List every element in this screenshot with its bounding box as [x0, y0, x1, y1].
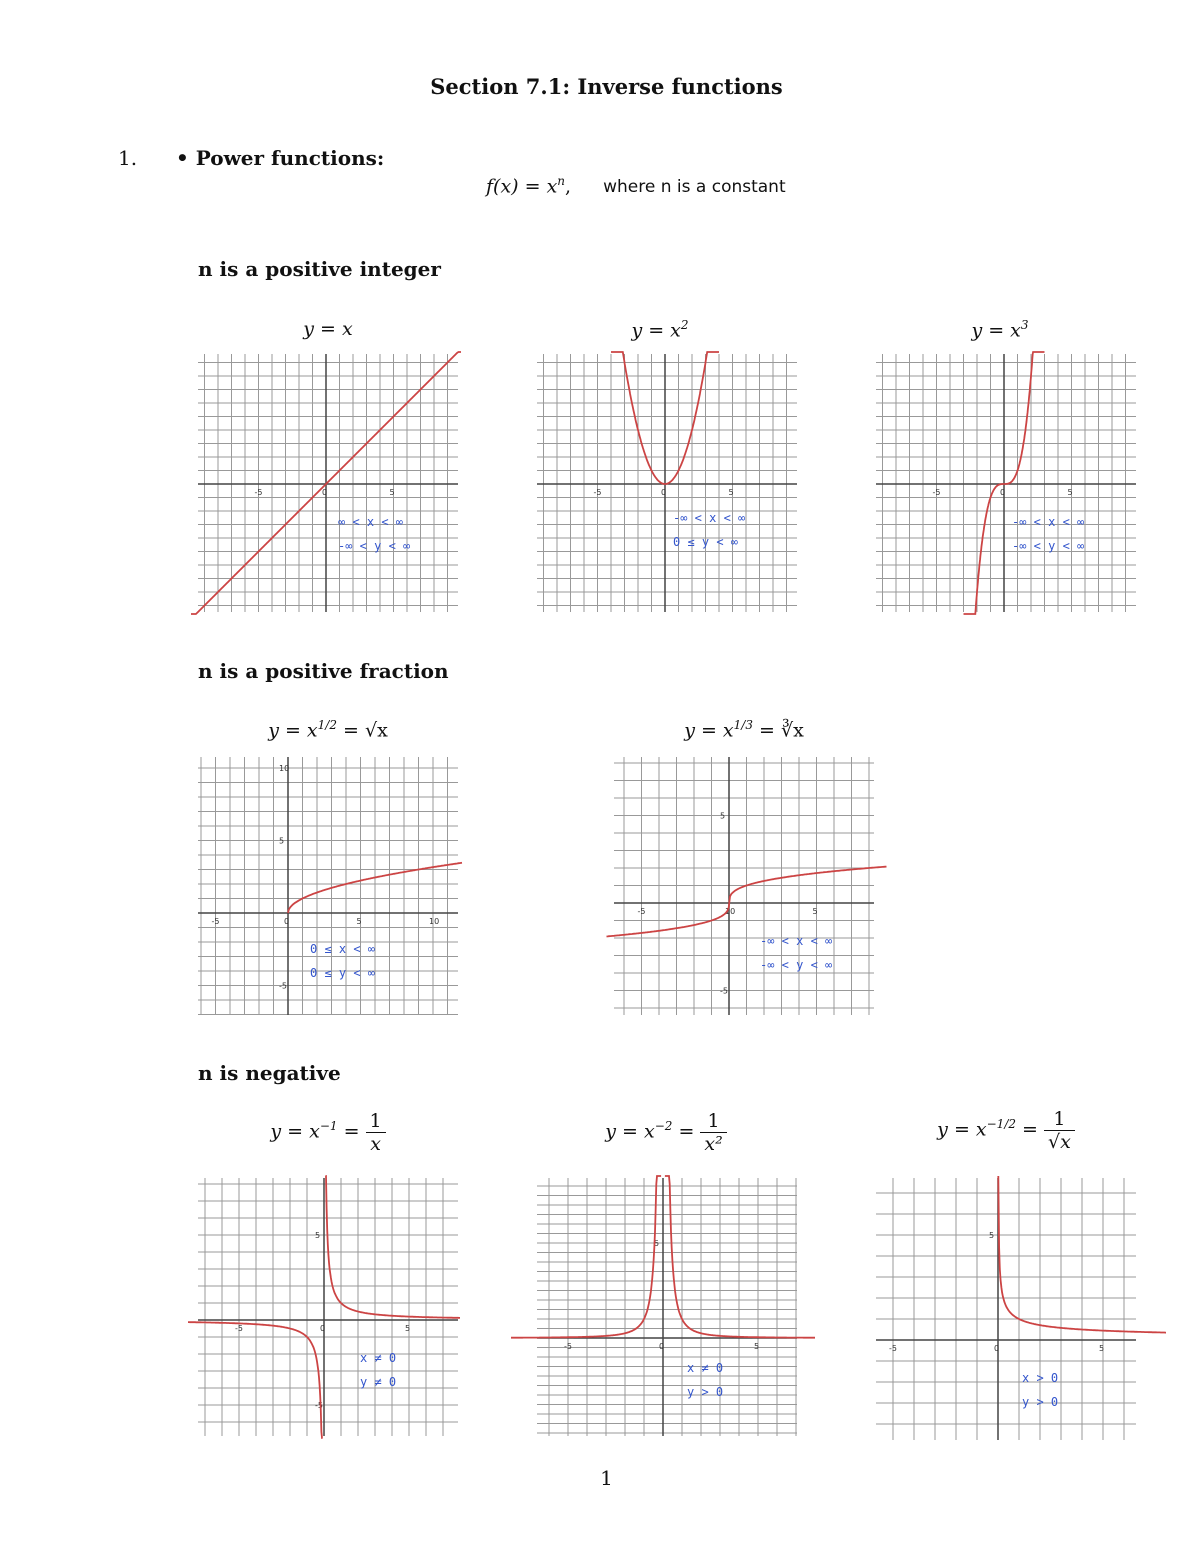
graph-label-cbrt: $y = x^{1/3}$ = ∛x [684, 718, 804, 742]
page-title: Section 7.1: Inverse functions [430, 74, 783, 99]
x-tick-label: 0 [661, 488, 667, 497]
function-curve [511, 1176, 661, 1338]
x-tick-label: -5 [235, 1324, 243, 1333]
x-tick-label: 5 [1099, 1344, 1105, 1353]
y-tick-label: 5 [989, 1231, 995, 1240]
x-tick-label: 0 [994, 1344, 1000, 1353]
x-tick-label: -5 [637, 907, 646, 916]
x-tick-label: 0 [1000, 488, 1006, 497]
graph-label-reciprocal: $y = x^{-1}$ = $\frac{1}{x}$ [178, 1110, 478, 1155]
formula-exponent: n [557, 174, 566, 188]
power-function-formula [486, 174, 786, 197]
domain-range-note: x > 0 [1022, 1371, 1059, 1385]
x-tick-label: 5 [356, 917, 362, 926]
graph-label-linear: y = x [303, 318, 353, 340]
x-tick-label: -5 [932, 488, 941, 497]
domain-range-note: y ≠ 0 [360, 1375, 397, 1389]
domain-range-note: -∞ < x < ∞ [760, 934, 833, 948]
graph-inverse-square [537, 1178, 797, 1436]
x-tick-label: -5 [211, 917, 220, 926]
domain-range-note: x ≠ 0 [360, 1351, 397, 1365]
domain-range-note: y > 0 [1022, 1395, 1059, 1409]
x-tick-label: 0 [322, 488, 328, 497]
graph-cube [876, 354, 1136, 612]
x-tick-label: -5 [564, 1342, 572, 1351]
x-tick-label: -5 [593, 488, 602, 497]
graph-cbrt [614, 757, 874, 1015]
x-tick-label: -5 [254, 488, 263, 497]
function-curve [188, 1322, 326, 1438]
item-number: 1. [118, 146, 138, 170]
graph-square [537, 354, 797, 612]
graph-inverse-sqrt [876, 1178, 1136, 1440]
domain-range-note: -∞ < y < ∞ [760, 958, 833, 972]
x-tick-label: 5 [812, 907, 818, 916]
x-tick-label: 0 [320, 1324, 326, 1333]
page-number: 1 [600, 1466, 613, 1490]
domain-range-note: -∞ < y < ∞ [338, 539, 411, 553]
function-curve [325, 1176, 460, 1318]
x-tick-label: 5 [389, 488, 395, 497]
graph-label-inverse-sqrt: $y = x^{-1/2}$ = $\frac{1}{√x}$ [856, 1108, 1156, 1153]
domain-range-note: -∞ < x < ∞ [1012, 515, 1085, 529]
x-tick-label: 5 [728, 488, 734, 497]
section-negative: n is negative [198, 1061, 341, 1085]
bullet-heading: • Power functions: [176, 146, 385, 170]
domain-range-note: 0 ≤ y < ∞ [673, 535, 739, 549]
y-tick-label: -5 [315, 1401, 323, 1410]
formula-comma: , [565, 175, 572, 198]
domain-range-note: 0 ≤ x < ∞ [310, 942, 376, 956]
y-tick-label: 5 [279, 836, 285, 846]
graph-linear [198, 354, 458, 612]
x-tick-label: 10 [429, 917, 440, 926]
x-tick-label: 0 [284, 917, 290, 926]
domain-range-note: ∞ < x < ∞ [338, 515, 404, 529]
domain-range-note: -∞ < x < ∞ [673, 511, 746, 525]
x-tick-label: -5 [889, 1344, 897, 1353]
x-tick-label: 0 [659, 1342, 665, 1351]
graph-sqrt [198, 757, 458, 1015]
y-tick-label: -5 [279, 981, 287, 991]
graph-label-cube: $y = x^3$ [971, 318, 1029, 342]
y-tick-label: 10 [279, 764, 290, 773]
function-curve [665, 1176, 815, 1338]
graph-label-square: $y = x^2$ [631, 318, 689, 342]
formula-where: where n is a constant [603, 177, 786, 198]
domain-range-note: x ≠ 0 [687, 1361, 724, 1375]
graph-label-sqrt: $y = x^{1/2} = √x$ [268, 718, 388, 742]
y-tick-label: -5 [720, 986, 728, 996]
x-tick-label: 5 [405, 1324, 411, 1333]
domain-range-note: y > 0 [687, 1385, 724, 1399]
graph-reciprocal [198, 1178, 458, 1436]
formula-lhs: f(x) = x [486, 175, 558, 198]
domain-range-note: 0 ≤ y < ∞ [310, 966, 376, 980]
x-tick-label: 5 [754, 1342, 760, 1351]
y-tick-label: 5 [315, 1231, 321, 1240]
section-positive-fraction: n is a positive fraction [198, 659, 449, 683]
domain-range-note: -∞ < y < ∞ [1012, 539, 1085, 553]
y-tick-label: 5 [654, 1239, 660, 1248]
x-tick-label: 10 [725, 907, 736, 916]
graph-label-inverse-square: $y = x^{-2}$ = $\frac{1}{\text{x²}}$ [516, 1110, 816, 1155]
x-tick-label: 5 [1067, 488, 1073, 497]
section-positive-integer: n is a positive integer [198, 257, 441, 281]
y-tick-label: 5 [720, 811, 726, 821]
